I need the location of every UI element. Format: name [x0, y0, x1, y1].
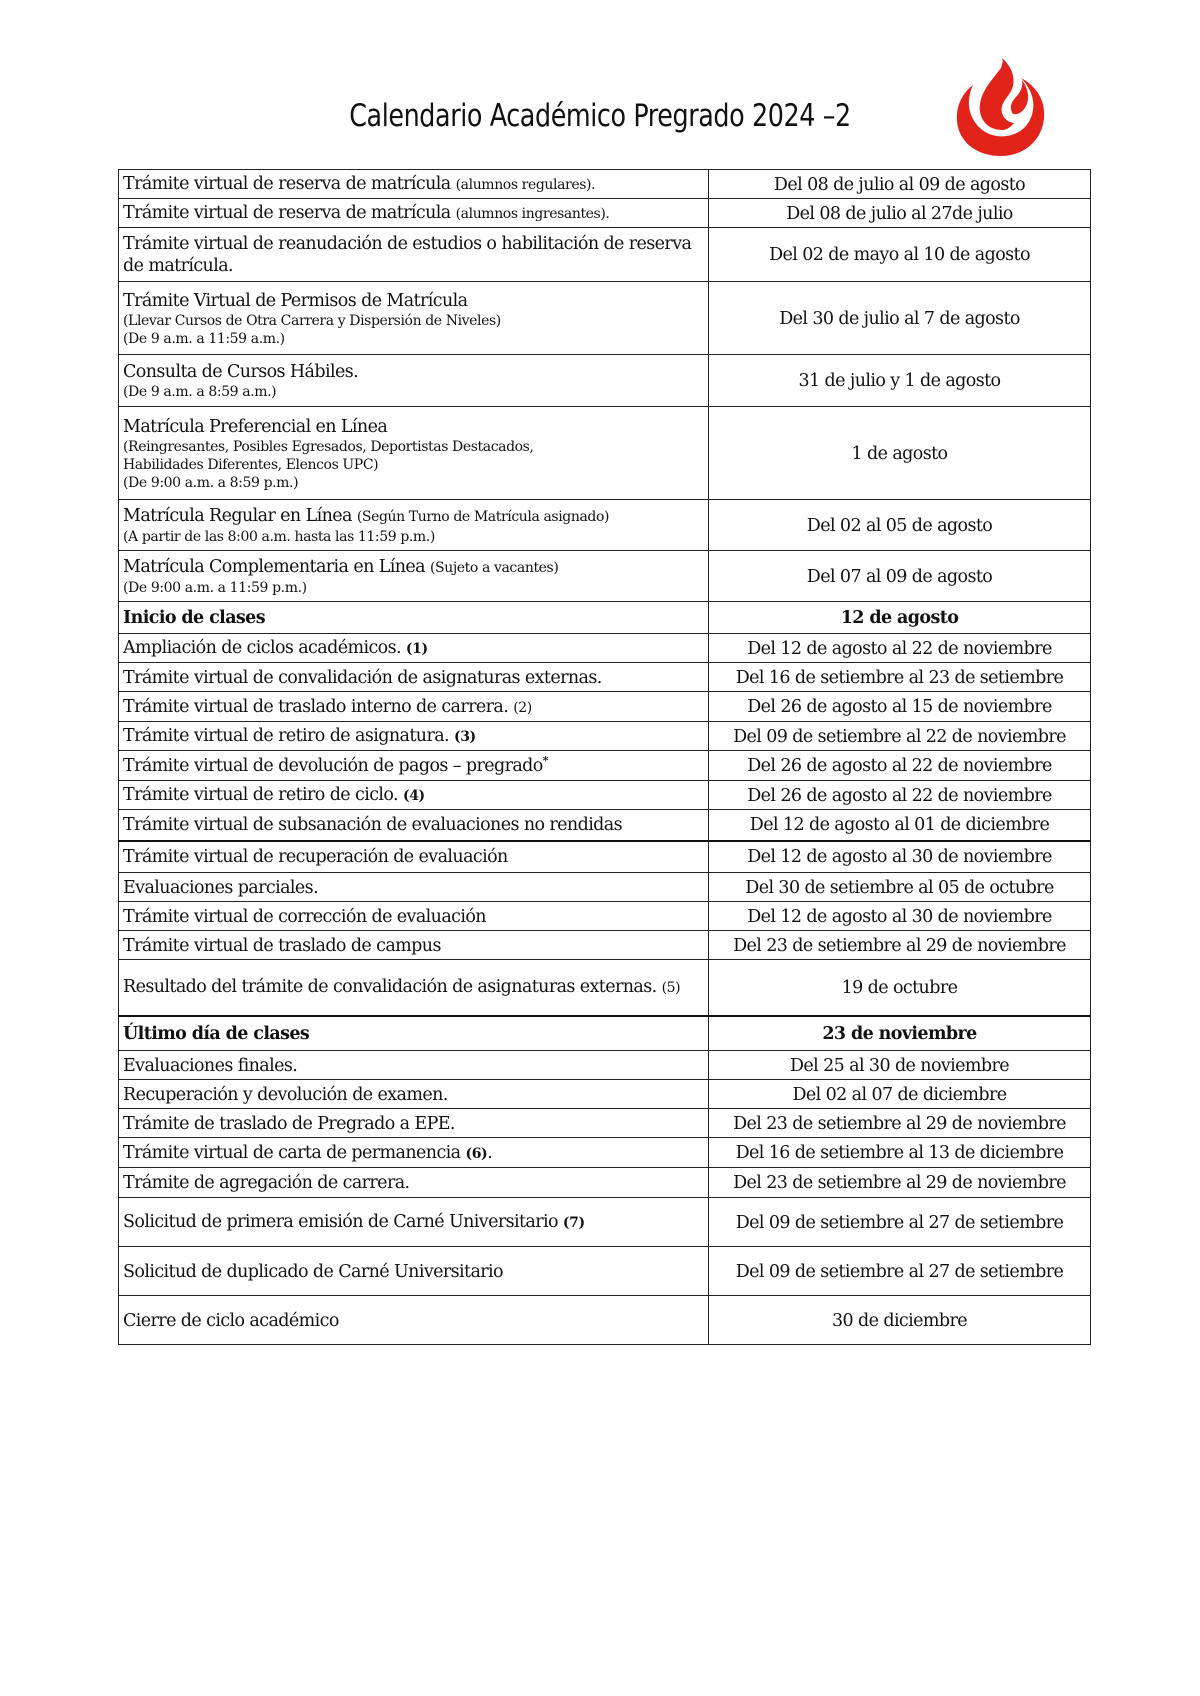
date-cell [709, 902, 1091, 931]
date-label: Del 23 de setiembre al 29 de noviembre [733, 1113, 1066, 1134]
table-row [119, 634, 1091, 663]
activity-cell [119, 722, 709, 751]
activity-label: Matrícula Regular en Línea [123, 506, 352, 526]
activity-note: (Según Turno de Matrícula asignado) [356, 509, 610, 525]
footnote-mark: * [542, 754, 548, 768]
activity-label: Matrícula Preferencial en Línea [123, 416, 388, 437]
activity-note: (alumnos regulares). [455, 177, 596, 193]
activity-cell [119, 500, 709, 551]
activity-label: Trámite virtual de convalidación de asignaturas externas. [123, 667, 602, 688]
activity-label: Trámite virtual de traslado interno de carrera. [123, 696, 509, 717]
date-cell [709, 781, 1091, 810]
activity-cell [119, 602, 709, 634]
activity-cell [119, 692, 709, 722]
table-row [119, 1051, 1091, 1080]
date-cell [709, 1168, 1091, 1198]
date-cell [709, 602, 1091, 634]
activity-label: Evaluaciones parciales. [123, 877, 319, 898]
activity-cell [119, 841, 709, 873]
activity-label: Trámite virtual de subsanación de evaluaciones no rendidas [123, 815, 623, 836]
activity-cell [119, 1296, 709, 1345]
date-label: 12 de agosto [840, 608, 959, 628]
activity-detail: (De 9:00 a.m. a 11:59 p.m.) [123, 580, 307, 596]
activity-cell [119, 902, 709, 931]
date-label: Del 12 de agosto al 30 de noviembre [747, 906, 1052, 927]
table-row [119, 1109, 1091, 1138]
activity-label: Solicitud de primera emisión de Carné Universitario [123, 1212, 558, 1232]
activity-cell [119, 1138, 709, 1168]
date-label: Del 12 de agosto al 30 de noviembre [747, 847, 1052, 868]
date-label: Del 30 de setiembre al 05 de octubre [745, 877, 1054, 898]
activity-label: Evaluaciones finales. [123, 1055, 298, 1076]
date-label: Del 02 de mayo al 10 de agosto [769, 245, 1030, 265]
date-label: Del 09 de setiembre al 27 de setiembre [735, 1212, 1064, 1233]
upc-logo-icon [950, 58, 1052, 158]
activity-label: Solicitud de duplicado de Carné Universitario [123, 1261, 503, 1282]
activity-label: Inicio de clases [123, 608, 265, 628]
date-label: 23 de noviembre [822, 1023, 977, 1044]
date-label: Del 26 de agosto al 22 de noviembre [747, 756, 1052, 776]
activity-label: Recuperación y devolución de examen. [123, 1084, 448, 1105]
date-cell [709, 751, 1091, 781]
date-cell [709, 1051, 1091, 1080]
table-row [119, 1168, 1091, 1198]
date-label: Del 07 al 09 de agosto [806, 566, 993, 587]
date-label: Del 02 al 05 de agosto [806, 515, 993, 536]
date-label: Del 08 de julio al 27de julio [786, 203, 1013, 224]
table-row [119, 722, 1091, 751]
table-row [119, 873, 1091, 902]
date-cell [709, 692, 1091, 722]
date-label: 19 de octubre [841, 977, 958, 998]
activity-label: Trámite virtual de reanudación de estudios o habilitación de reserva de matrícula. [123, 234, 692, 276]
footnote-mark: (4) [402, 788, 425, 804]
table-row [119, 841, 1091, 873]
footnote-mark: (3) [453, 729, 476, 745]
activity-cell [119, 355, 709, 407]
table-row [119, 781, 1091, 810]
date-label: Del 09 de setiembre al 27 de setiembre [735, 1261, 1064, 1282]
table-row [119, 1138, 1091, 1168]
date-cell [709, 170, 1091, 199]
activity-label: Trámite Virtual de Permisos de Matrícula [123, 290, 468, 311]
date-label: 31 de julio y 1 de agosto [798, 371, 1001, 391]
activity-cell [119, 751, 709, 781]
calendar-table [118, 169, 1091, 1345]
date-label: Del 26 de agosto al 15 de noviembre [747, 697, 1052, 717]
table-row [119, 355, 1091, 407]
date-label: Del 12 de agosto al 22 de noviembre [747, 638, 1052, 659]
activity-cell [119, 634, 709, 663]
table-row [119, 170, 1091, 199]
activity-label: Trámite virtual de reserva de matrícula [123, 203, 451, 223]
activity-cell [119, 781, 709, 810]
footnote-mark: (6) [465, 1145, 488, 1162]
date-cell [709, 722, 1091, 751]
date-cell [709, 663, 1091, 692]
activity-label: Ampliación de ciclos académicos. [123, 638, 401, 658]
activity-detail: (De 9 a.m. a 8:59 a.m.) [123, 384, 277, 400]
date-label: 30 de diciembre [831, 1310, 968, 1331]
activity-label: Último día de clases [123, 1023, 310, 1044]
date-cell [709, 1198, 1091, 1247]
activity-cell [119, 1016, 709, 1051]
table-row [119, 228, 1091, 282]
table-row [119, 902, 1091, 931]
table-row [119, 1080, 1091, 1109]
date-label: Del 12 de agosto al 01 de diciembre [749, 815, 1050, 836]
date-label: Del 23 de setiembre al 29 de noviembre [733, 1173, 1066, 1193]
table-row [119, 960, 1091, 1016]
table-row [119, 663, 1091, 692]
activity-label: Resultado del trámite de convalidación de asignaturas externas. [123, 977, 657, 998]
date-cell [709, 500, 1091, 551]
date-label: Del 16 de setiembre al 13 de diciembre [735, 1143, 1064, 1163]
date-cell [709, 1296, 1091, 1345]
date-cell [709, 1138, 1091, 1168]
activity-cell [119, 810, 709, 841]
table-row [119, 1198, 1091, 1247]
date-label: Del 25 al 30 de noviembre [789, 1055, 1010, 1076]
footnote-mark: (7) [562, 1215, 585, 1231]
date-cell [709, 1247, 1091, 1296]
activity-label: Cierre de ciclo académico [123, 1310, 339, 1331]
footnote-mark: (1) [405, 641, 428, 657]
activity-detail: (De 9 a.m. a 11:59 a.m.) [123, 330, 285, 347]
activity-cell [119, 407, 709, 500]
date-label: Del 08 de julio al 09 de agosto [773, 174, 1026, 195]
activity-label: Trámite virtual de corrección de evaluación [123, 906, 486, 927]
activity-cell [119, 960, 709, 1016]
date-cell [709, 634, 1091, 663]
activity-detail: (Reingresantes, Posibles Egresados, Deportistas Destacados, [123, 438, 534, 455]
date-cell [709, 960, 1091, 1016]
activity-note: (5) [661, 980, 681, 997]
table-row [119, 407, 1091, 500]
date-cell [709, 228, 1091, 282]
date-label: Del 26 de agosto al 22 de noviembre [747, 785, 1052, 806]
date-cell [709, 407, 1091, 500]
date-cell [709, 931, 1091, 960]
activity-note: (2) [513, 699, 532, 716]
date-label: Del 30 de julio al 7 de agosto [779, 308, 1020, 329]
activity-detail: (De 9:00 a.m. a 8:59 p.m.) [123, 474, 299, 491]
activity-label: Trámite virtual de recuperación de evaluación [123, 847, 508, 868]
date-cell [709, 1080, 1091, 1109]
activity-cell [119, 551, 709, 602]
date-cell [709, 282, 1091, 355]
date-label: Del 16 de setiembre al 23 de setiembre [735, 667, 1064, 688]
activity-label: Trámite de traslado de Pregrado a EPE. [123, 1113, 455, 1134]
date-cell [709, 1109, 1091, 1138]
activity-note: (alumnos ingresantes). [455, 206, 610, 222]
table-row [119, 551, 1091, 602]
table-row [119, 810, 1091, 841]
activity-detail: Habilidades Diferentes, Elencos UPC) [123, 456, 379, 473]
activity-label: Matrícula Complementaria en Línea [123, 557, 426, 577]
activity-cell [119, 1051, 709, 1080]
table-row [119, 751, 1091, 781]
activity-label: Trámite virtual de devolución de pagos – pregrado [123, 756, 543, 776]
date-label: Del 02 al 07 de diciembre [792, 1084, 1007, 1105]
activity-cell [119, 282, 709, 355]
activity-detail: (A partir de las 8:00 a.m. hasta las 11:59 p.m.) [123, 529, 435, 545]
date-cell [709, 1016, 1091, 1051]
activity-label: Trámite virtual de traslado de campus [123, 935, 441, 956]
table-row [119, 692, 1091, 722]
table-row [119, 1247, 1091, 1296]
date-label: Del 09 de setiembre al 22 de noviembre [733, 726, 1066, 747]
date-cell [709, 199, 1091, 228]
activity-cell [119, 1109, 709, 1138]
activity-cell [119, 1080, 709, 1109]
activity-tail: . [487, 1142, 493, 1163]
activity-note: (Sujeto a vacantes) [429, 560, 559, 576]
activity-label: Trámite virtual de carta de permanencia [123, 1142, 461, 1163]
table-row [119, 931, 1091, 960]
activity-cell [119, 873, 709, 902]
activity-cell [119, 1247, 709, 1296]
date-label: 1 de agosto [851, 443, 948, 464]
date-cell [709, 841, 1091, 873]
table-row [119, 199, 1091, 228]
activity-cell [119, 228, 709, 282]
date-cell [709, 355, 1091, 407]
table-row [119, 1296, 1091, 1345]
activity-label: Consulta de Cursos Hábiles. [123, 362, 359, 382]
date-cell [709, 873, 1091, 902]
activity-cell [119, 931, 709, 960]
date-cell [709, 810, 1091, 841]
page-title: Calendario Académico Pregrado 2024 –2 [349, 98, 851, 134]
activity-label: Trámite virtual de retiro de ciclo. [123, 785, 399, 805]
activity-label: Trámite virtual de reserva de matrícula [123, 174, 451, 194]
activity-label: Trámite de agregación de carrera. [123, 1173, 410, 1193]
table-row [119, 500, 1091, 551]
activity-cell [119, 1198, 709, 1247]
activity-detail: (Llevar Cursos de Otra Carrera y Dispersión de Niveles) [123, 312, 501, 329]
activity-cell [119, 170, 709, 199]
table-row [119, 602, 1091, 634]
activity-cell [119, 663, 709, 692]
activity-cell [119, 1168, 709, 1198]
date-label: Del 23 de setiembre al 29 de noviembre [733, 935, 1066, 956]
date-cell [709, 551, 1091, 602]
table-row [119, 1016, 1091, 1051]
activity-cell [119, 199, 709, 228]
table-row [119, 282, 1091, 355]
activity-label: Trámite virtual de retiro de asignatura. [123, 726, 450, 746]
